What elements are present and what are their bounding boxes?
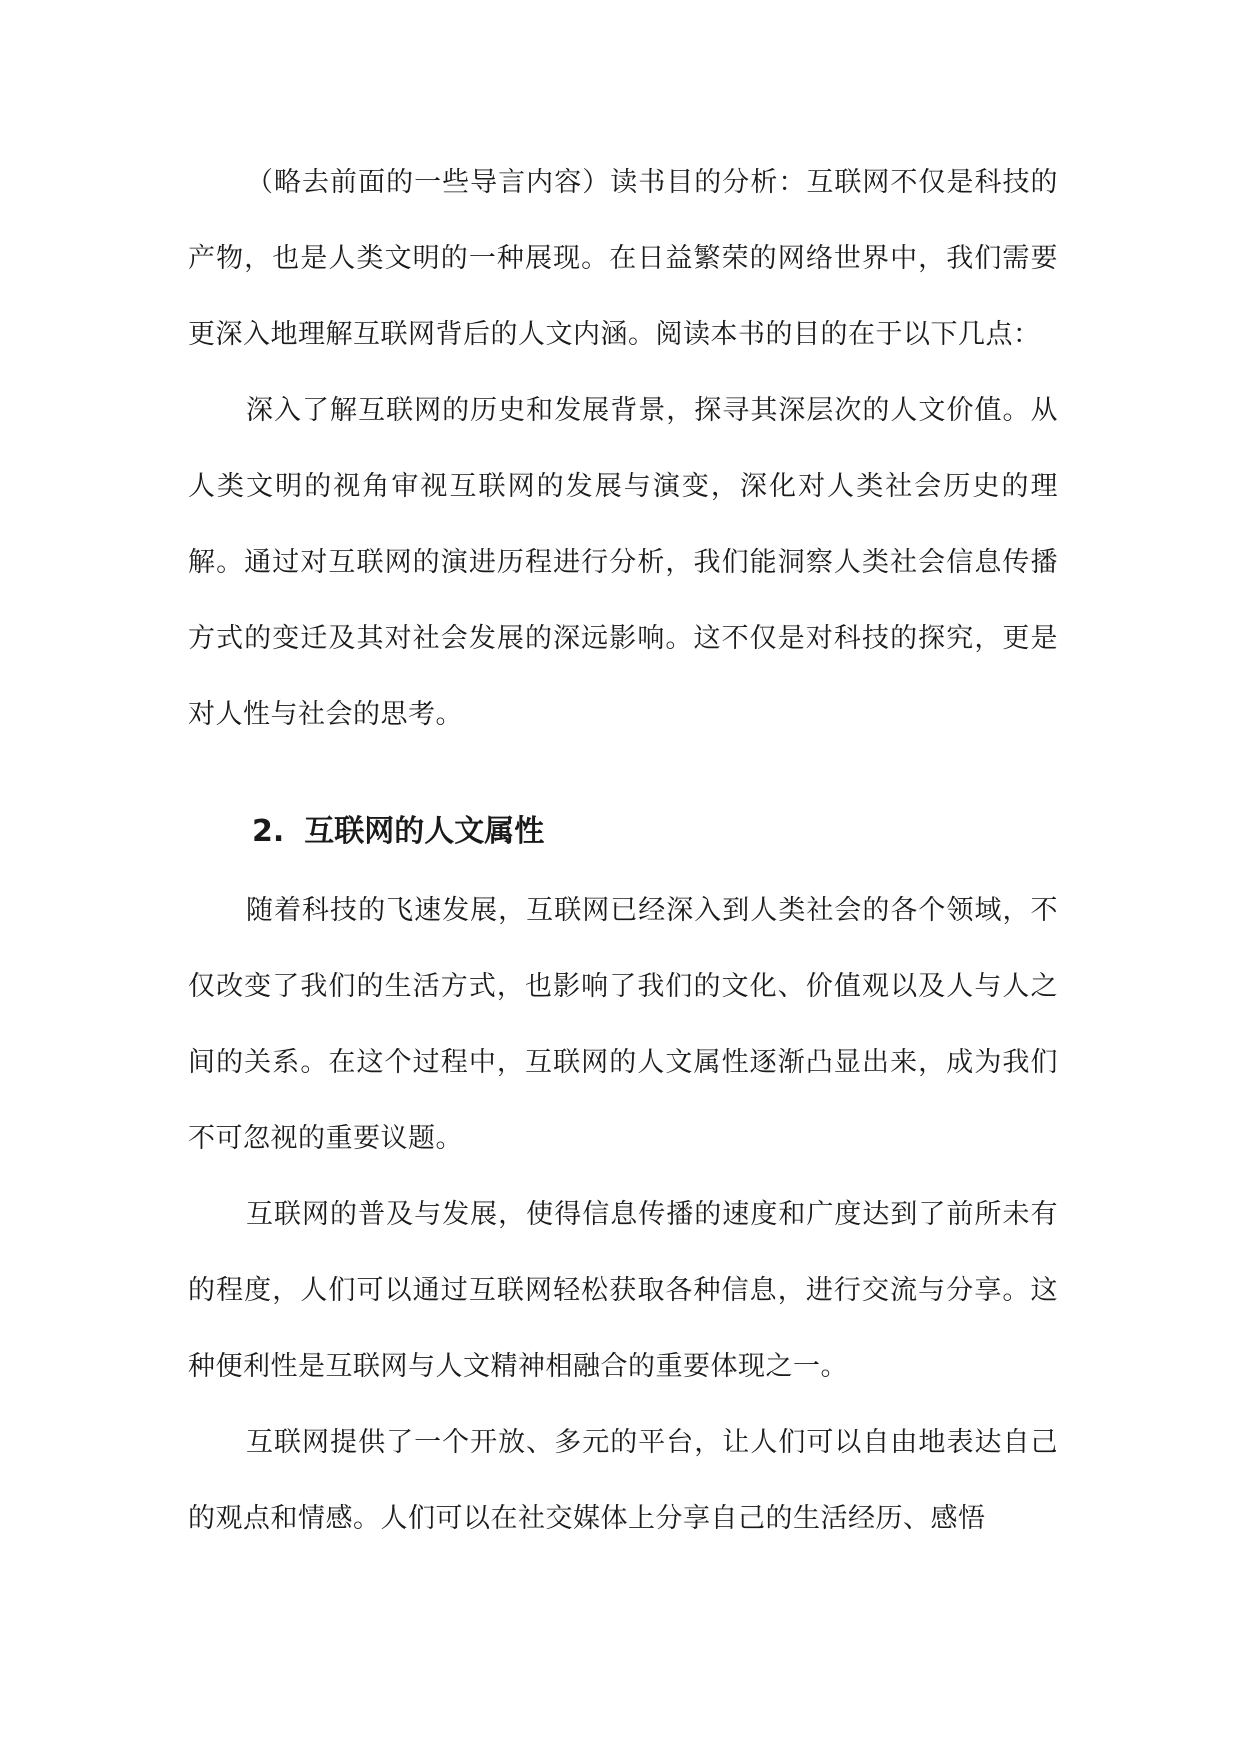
spacer bbox=[188, 753, 1058, 801]
paragraph-reading-purpose: （略去前面的一些导言内容）读书目的分析：互联网不仅是科技的产物，也是人类文明的一种展现。在日益繁荣的网络世界中，我们需要更深入地理解互联网背后的人文内涵。阅读本书的目的在于以下几点： bbox=[188, 167, 1058, 350]
section-heading bbox=[188, 801, 1058, 863]
paragraph-open-platform: 互联网提供了一个开放、多元的平台，让人们可以自由地表达自己的观点和情感。人们可以在社交媒体上分享自己的生活经历、感悟 bbox=[188, 1427, 1058, 1534]
paragraph-tech-development: 随着科技的飞速发展，互联网已经深入到人类社会的各个领域，不仅改变了我们的生活方式，也影响了我们的文化、价值观以及人与人之间的关系。在这个过程中，互联网的人文属性逐渐凸显出来，成为我们不可忽视的重要议题。 bbox=[188, 895, 1058, 1154]
paragraph-information-spread: 互联网的普及与发展，使得信息传播的速度和广度达到了前所未有的程度，人们可以通过互联网轻松获取各种信息，进行交流与分享。这种便利性是互联网与人文精神相融合的重要体现之一。 bbox=[188, 1199, 1058, 1382]
paragraph-history-background: 深入了解互联网的历史和发展背景，探寻其深层次的人文价值。从人类文明的视角审视互联网的发展与演变，深化对人类社会历史的理解。通过对互联网的演进历程进行分析，我们能洞察人类社会信息传播方式的变迁及其对社会发展的深远影响。这不仅是对科技的探究，更是对人性与社会的思考。 bbox=[188, 395, 1058, 730]
section-title: 互联网的人文属性 bbox=[304, 814, 545, 849]
document-page bbox=[188, 145, 1058, 1557]
section-number: 2. bbox=[252, 814, 285, 849]
spacer bbox=[188, 863, 1058, 873]
